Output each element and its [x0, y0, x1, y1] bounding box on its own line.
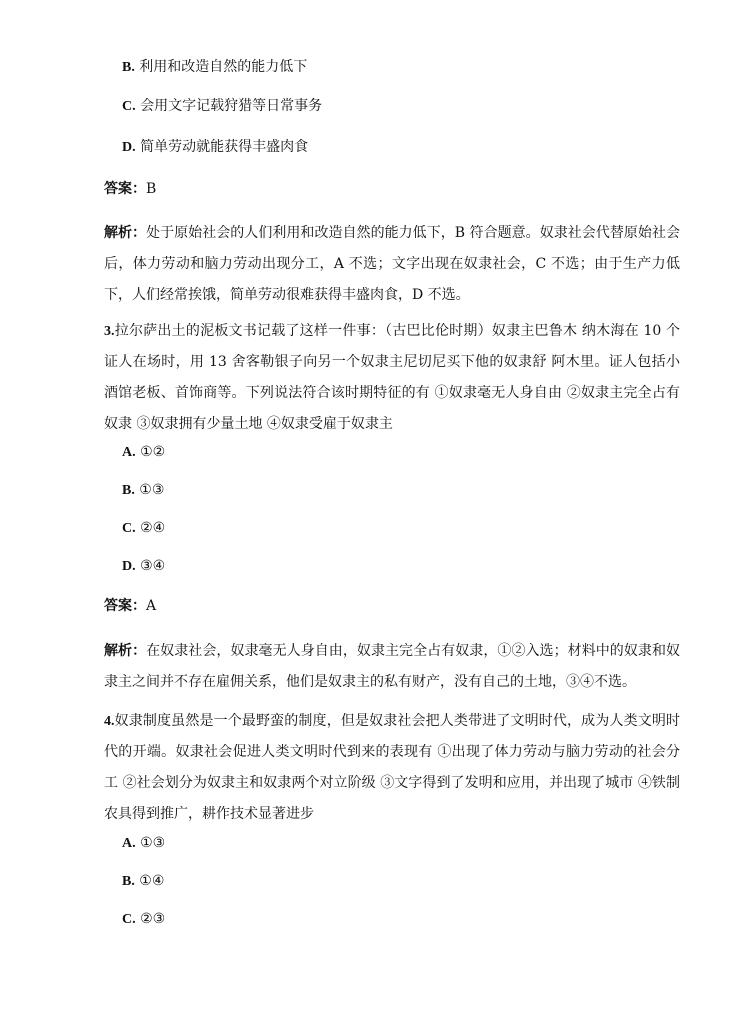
- option-text: ②③: [140, 911, 166, 927]
- option-label: D.: [122, 559, 136, 574]
- option-label: D.: [122, 140, 136, 155]
- answer-value: A: [146, 598, 157, 614]
- question-text: 奴隶制度虽然是一个最野蛮的制度，但是奴隶社会把人类带进了文明时代，成为人类文明时代的开端。奴隶社会促进人类文明时代到来的表现有 ①出现了体力劳动与脑力劳动的社会分工 ②社会划分为奴隶主和奴隶两个对立阶级 ③文字得到了发明和应用，并出现了城市 ④铁制农具得到推广，耕作技术显著进步: [104, 713, 680, 822]
- question-text: 拉尔萨出土的泥板文书记载了这样一件事：（古巴比伦时期）奴隶主巴鲁木 纳木海在 10 个证人在场时，用 13 舍客勒银子向另一个奴隶主尼切尼买下他的奴隶舒 阿木里。证人包括小酒馆老板、首饰商等。下列说法符合该时期特征的有 ①奴隶毫无人身自由 ②奴隶主完全占有奴隶 ③奴隶拥有少量土地 ④奴隶受雇于奴隶主: [104, 323, 680, 432]
- option-text: ①③: [139, 482, 165, 498]
- option-label: A.: [122, 836, 136, 851]
- q2-option-d: [122, 138, 308, 157]
- q3-option-d: [122, 557, 165, 576]
- analysis-label: 解析：: [104, 225, 147, 241]
- q2-analysis: [104, 218, 680, 311]
- q4-option-b: [122, 872, 164, 891]
- option-label: C.: [122, 521, 136, 536]
- q2-option-b: [122, 58, 307, 77]
- analysis-text: 处于原始社会的人们利用和改造自然的能力低下，B 符合题意。奴隶社会代替原始社会后，体力劳动和脑力劳动出现分工，A 不选；文字出现在奴隶社会，C 不选；由于生产力低下，人们经常挨饿，简单劳动很难获得丰盛肉食，D 不选。: [104, 225, 680, 303]
- q3-option-a: [122, 443, 165, 462]
- option-text: 会用文字记载狩猎等日常事务: [140, 98, 323, 114]
- q4-option-c: [122, 910, 165, 929]
- answer-label: 答案：: [104, 598, 146, 614]
- option-text: ③④: [140, 558, 166, 574]
- option-text: ②④: [140, 520, 166, 536]
- option-label: B.: [122, 874, 135, 889]
- option-text: 利用和改造自然的能力低下: [139, 59, 308, 75]
- analysis-text: 在奴隶社会，奴隶毫无人身自由，奴隶主完全占有奴隶，①②入选；材料中的奴隶和奴隶主之间并不存在雇佣关系，他们是奴隶主的私有财产，没有自己的土地，③④不选。: [104, 643, 681, 690]
- q4-stem: [104, 706, 680, 830]
- option-text: ①②: [140, 444, 166, 460]
- option-label: B.: [122, 483, 135, 498]
- option-label: C.: [122, 912, 136, 927]
- question-number: 4.: [104, 714, 115, 729]
- q3-analysis: [104, 636, 680, 698]
- q3-stem: [104, 316, 680, 440]
- q3-option-b: [122, 481, 164, 500]
- question-number: 3.: [104, 324, 115, 339]
- analysis-label: 解析：: [104, 643, 147, 659]
- q3-option-c: [122, 519, 165, 538]
- option-text: ①③: [140, 835, 166, 851]
- q4-option-a: [122, 834, 165, 853]
- q2-option-c: [122, 97, 322, 116]
- q3-answer: [104, 597, 156, 615]
- option-label: A.: [122, 445, 136, 460]
- option-label: C.: [122, 99, 136, 114]
- option-text: ①④: [139, 873, 165, 889]
- answer-value: B: [146, 181, 157, 197]
- option-label: B.: [122, 60, 135, 75]
- q2-answer: [104, 180, 156, 198]
- answer-label: 答案：: [104, 181, 146, 197]
- option-text: 简单劳动就能获得丰盛肉食: [140, 139, 309, 155]
